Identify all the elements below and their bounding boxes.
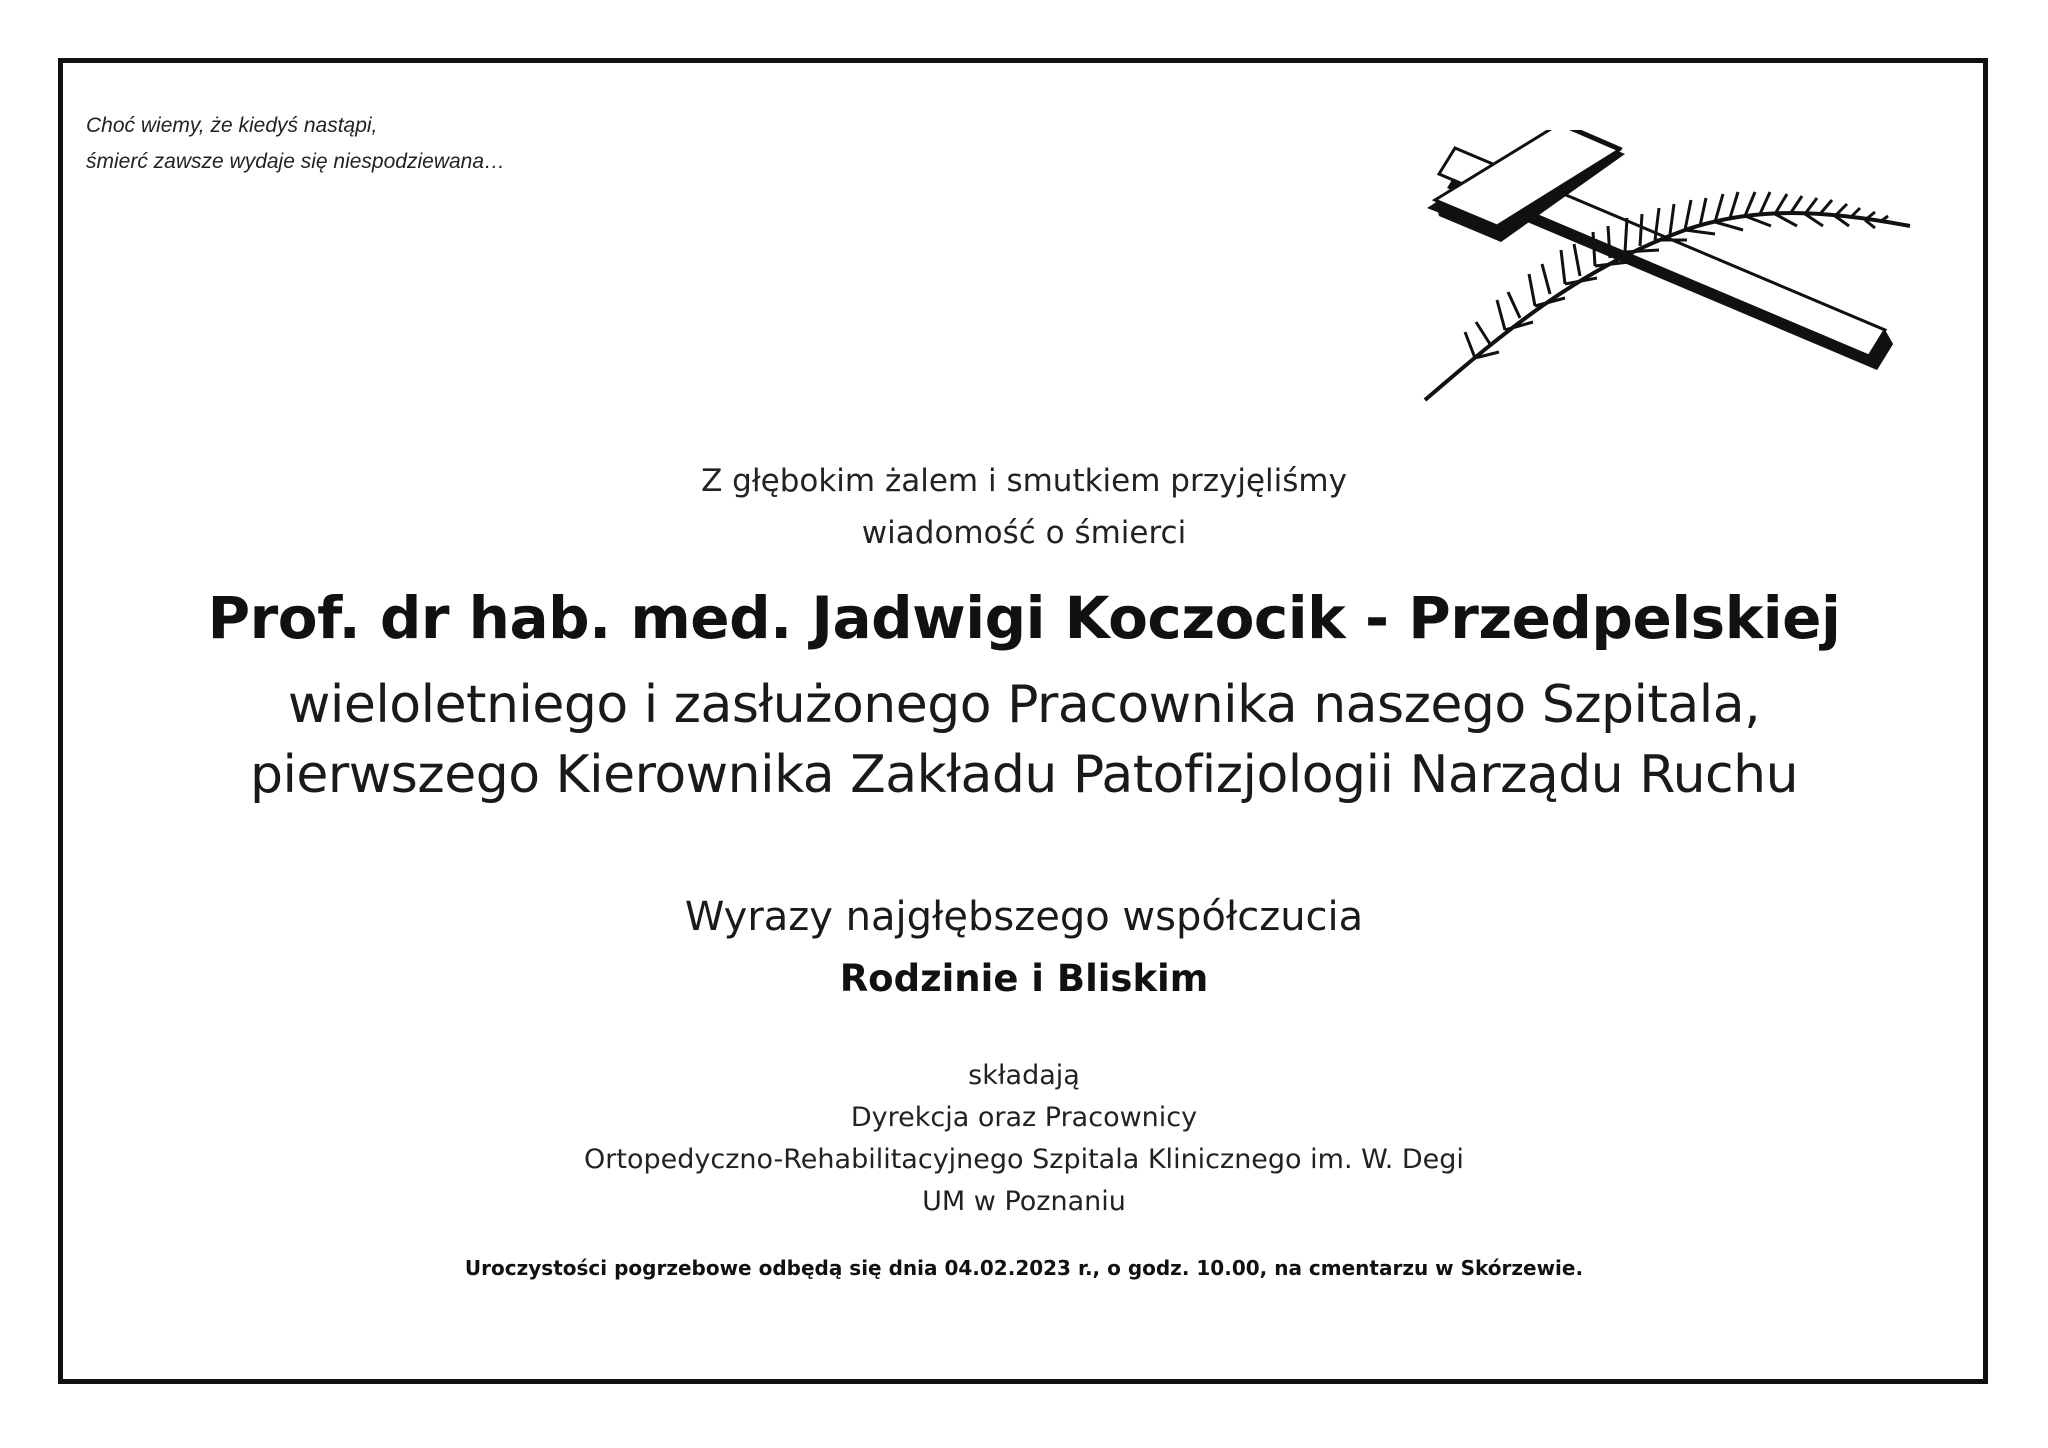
deceased-role-line-2: pierwszego Kierownika Zakładu Patofizjologii Narządu Ruchu: [249, 745, 1799, 805]
cross-icon: [1427, 130, 1893, 370]
condolence-recipients: Rodzinie i Bliskim: [839, 957, 1209, 1000]
epigraph-quote: [86, 108, 505, 180]
signers-line-3: UM w Poznaniu: [922, 1186, 1126, 1217]
cross-with-palm-branch-icon: [1415, 130, 1915, 410]
funeral-info: Uroczystości pogrzebowe odbędą się dnia 04.02.2023 r., o godz. 10.00, na cmentarzu w Skórzewie.: [464, 1256, 1584, 1280]
signers-line-1: Dyrekcja oraz Pracownicy: [850, 1102, 1198, 1133]
epigraph-line-1: Choć wiemy, że kiedyś nastąpi,: [86, 114, 378, 137]
deceased-role: [0, 670, 2048, 810]
intro-line-2: wiadomość o śmierci: [861, 515, 1187, 551]
intro-line-1: Z głębokim żalem i smutkiem przyjęliśmy: [701, 463, 1347, 499]
deceased-name: Prof. dr hab. med. Jadwigi Koczocik - Przedpelskiej: [207, 584, 1841, 652]
deceased-role-line-1: wieloletniego i zasłużonego Pracownika naszego Szpitala,: [287, 675, 1761, 735]
condolence-text: Wyrazy najgłębszego współczucia: [684, 894, 1364, 940]
signers-block: [0, 1055, 2048, 1223]
signers-line-2: Ortopedyczno-Rehabilitacyjnego Szpitala Klinicznego im. W. Degi: [584, 1144, 1464, 1175]
epigraph-line-2: śmierć zawsze wydaje się niespodziewana…: [86, 150, 506, 173]
signers-verb: składają: [968, 1060, 1080, 1091]
intro-text: [0, 455, 2048, 559]
